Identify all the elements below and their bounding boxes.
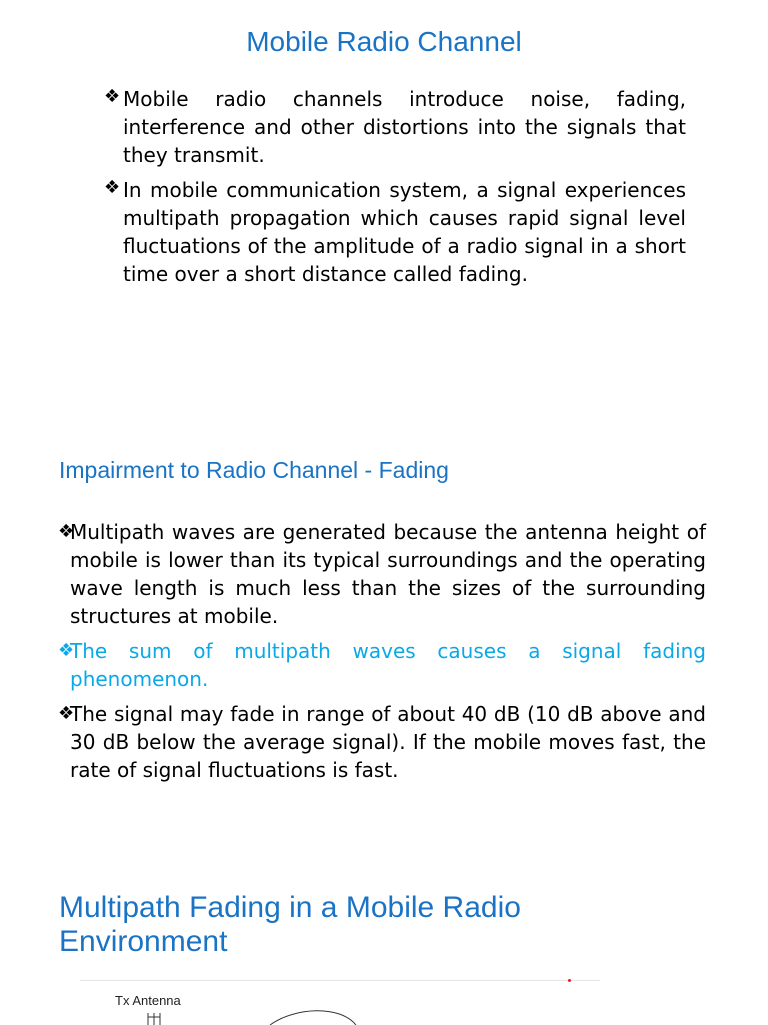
section-heading-fading: Impairment to Radio Channel - Fading xyxy=(59,457,449,483)
antenna-diagram xyxy=(80,981,600,1025)
bullet-text: The sum of multipath waves causes a signal fading phenomenon. xyxy=(70,639,706,691)
diamond-bullet-icon: ❖ xyxy=(58,521,75,542)
list-item xyxy=(58,700,706,784)
bullet-text: In mobile communication system, a signal experiences multipath propagation which causes rapid signal level fluctuations of the amplitude of a radio signal in a short time over a short distance called fading. xyxy=(123,178,686,286)
signal-path-arc xyxy=(270,1011,356,1025)
list-item xyxy=(104,176,686,288)
fading-bullet-list xyxy=(58,518,706,791)
list-item xyxy=(104,85,686,169)
list-item xyxy=(58,518,706,630)
bullet-text: Multipath waves are generated because the antenna height of mobile is lower than its typical surroundings and the operating wave length is much less than the sizes of the surrounding structures at mobile. xyxy=(70,520,706,628)
tx-antenna-icon xyxy=(148,1013,160,1025)
intro-bullet-list xyxy=(104,85,686,295)
list-item-highlighted xyxy=(58,637,706,693)
bullet-text: The signal may fade in range of about 40 dB (10 dB above and 30 dB below the average signal). If the mobile moves fast, the rate of signal fluctuations is fast. xyxy=(70,702,706,782)
page-title: Mobile Radio Channel xyxy=(246,26,522,57)
bullet-text: Mobile radio channels introduce noise, fading, interference and other distortions into the signals that they transmit. xyxy=(123,87,686,167)
diamond-bullet-icon: ❖ xyxy=(58,640,75,661)
diamond-bullet-icon: ❖ xyxy=(104,86,121,107)
figure-label-tx-antenna: Tx Antenna xyxy=(115,993,181,1008)
diamond-bullet-icon: ❖ xyxy=(104,177,121,198)
diamond-bullet-icon: ❖ xyxy=(58,703,75,724)
section-heading-multipath: Multipath Fading in a Mobile Radio Environment xyxy=(59,891,521,958)
multipath-figure xyxy=(80,980,600,1025)
